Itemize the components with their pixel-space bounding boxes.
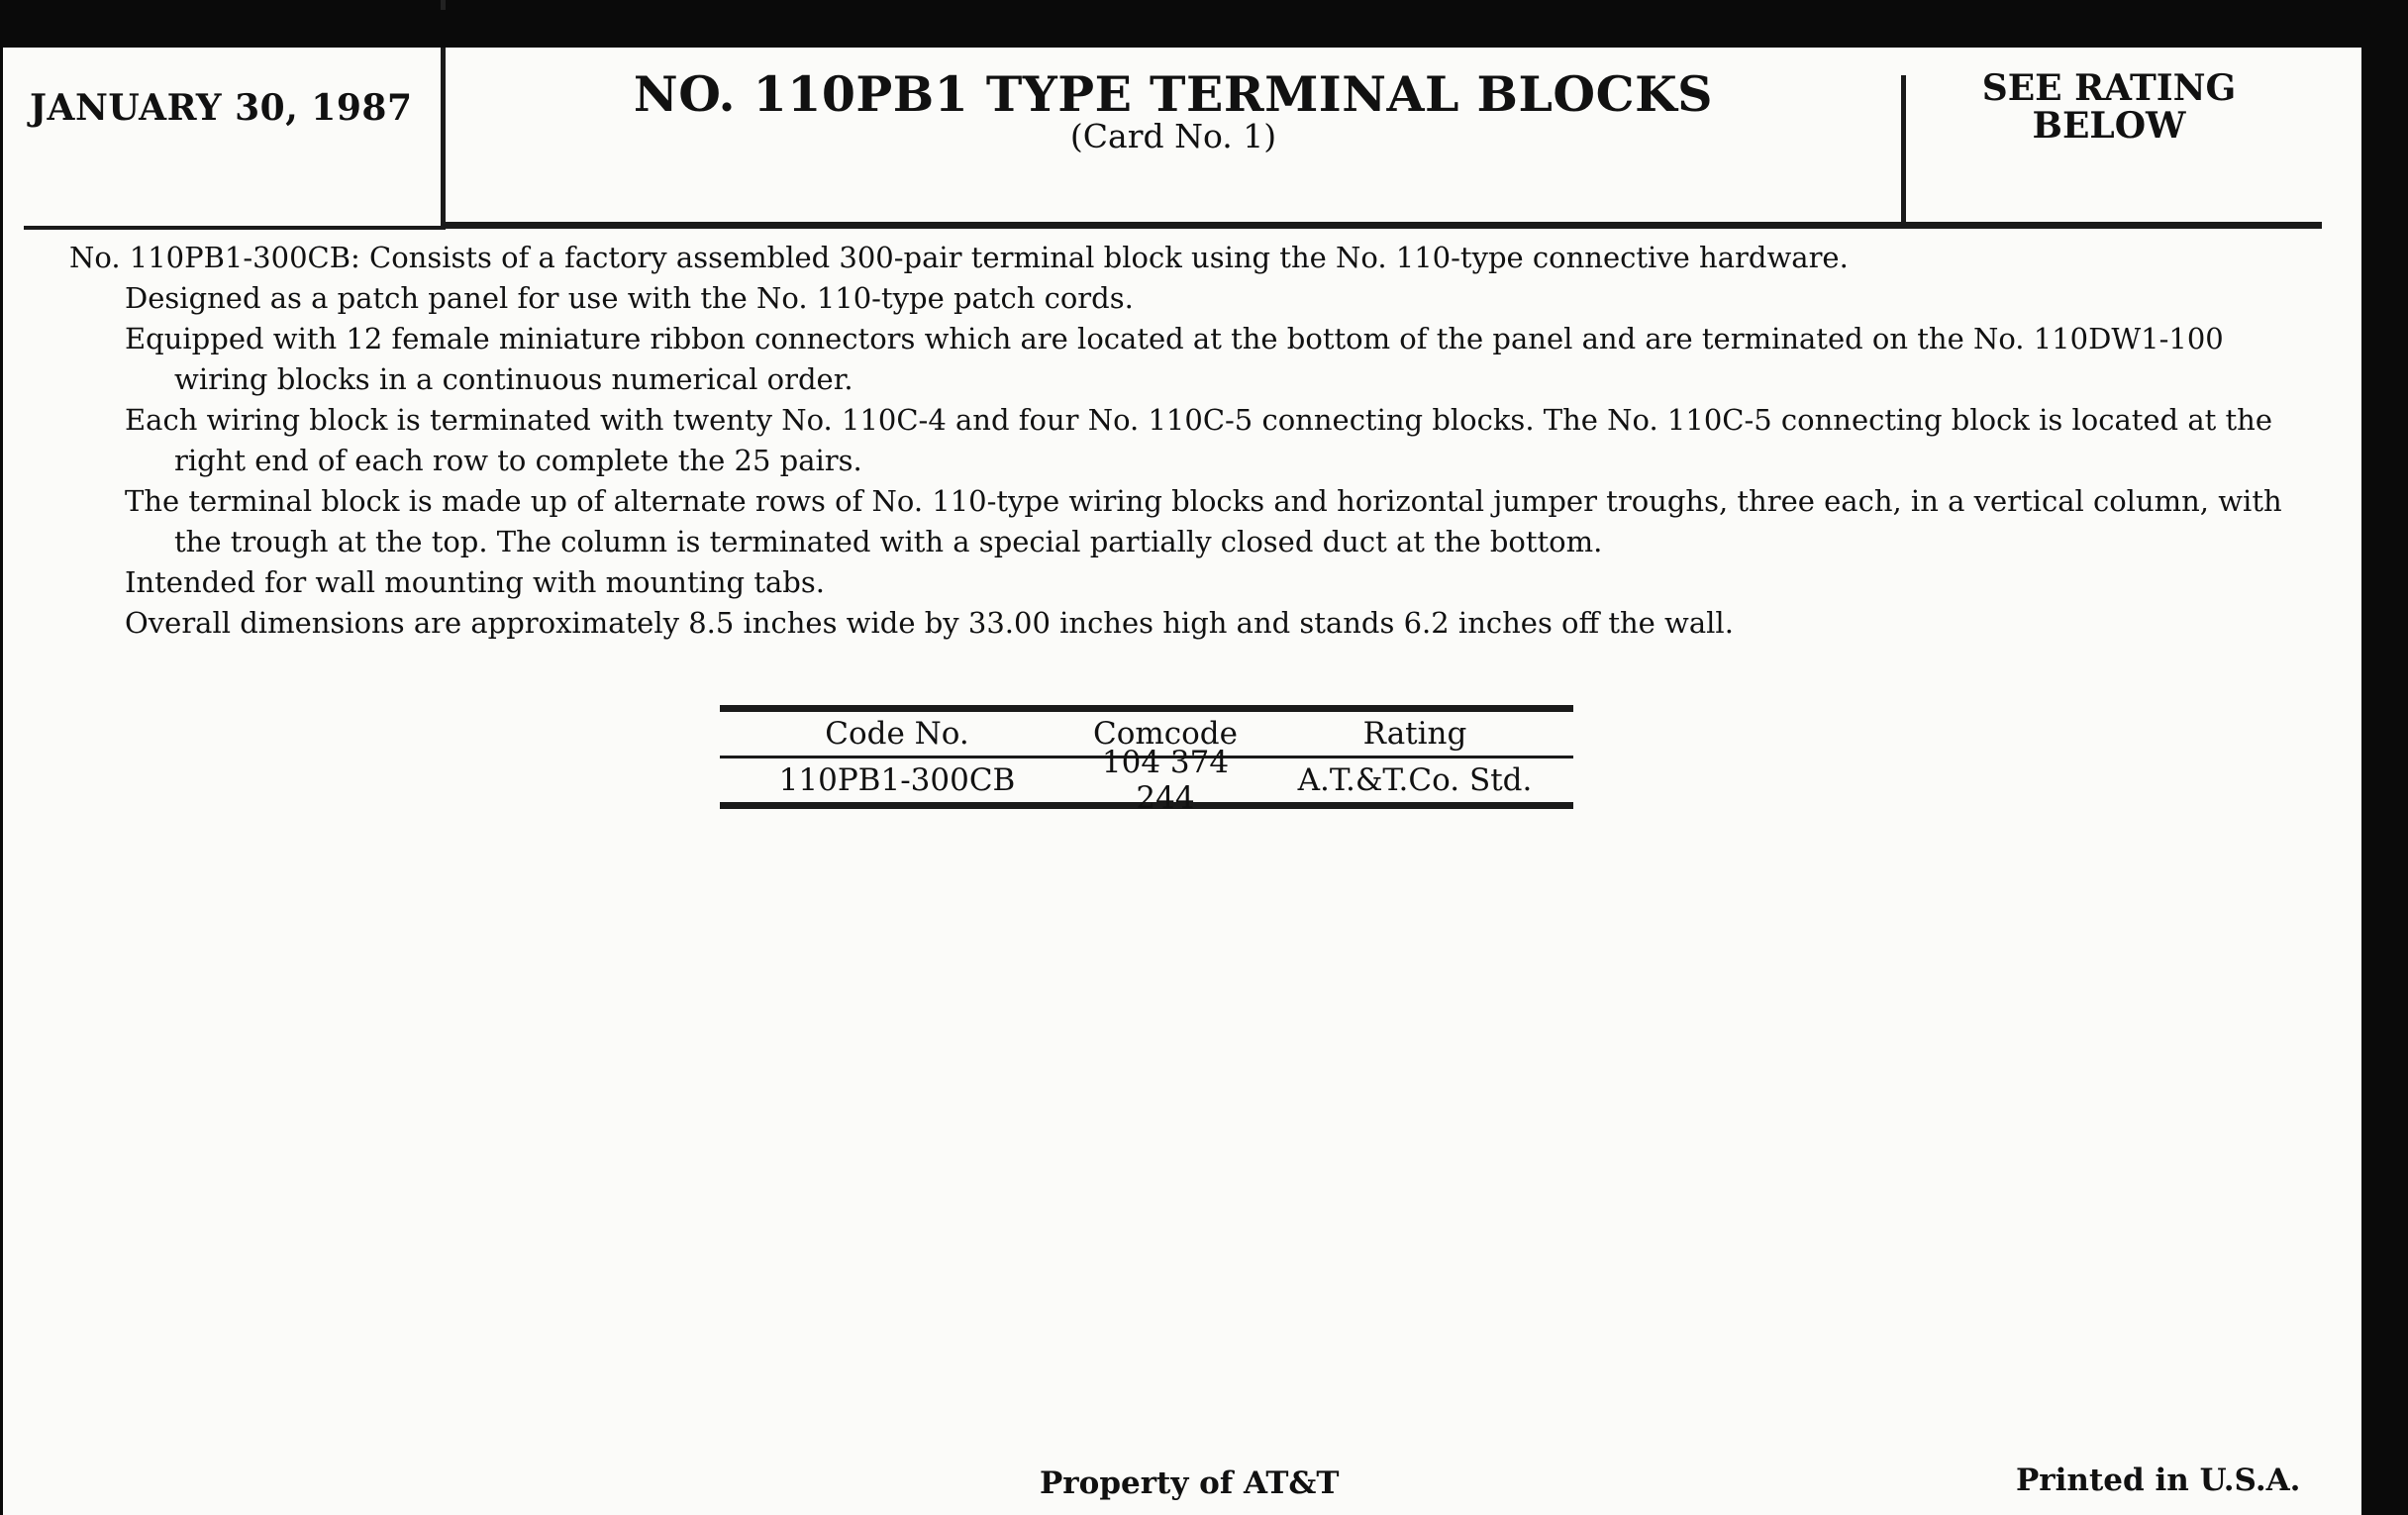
header-divider-right bbox=[1901, 75, 1906, 226]
description-paragraph: Each wiring block is terminated with twenty No. 110C-4 and four No. 110C-5 connecting blocks. The No. 110C-5 connecting block is located at the right end of each row to complete the 25 pairs. bbox=[125, 403, 2272, 477]
rating-notice-line1: SEE RATING bbox=[1981, 67, 2237, 109]
top-tick-mark bbox=[441, 0, 446, 10]
description-body bbox=[69, 238, 2287, 644]
description-paragraph: No. 110PB1-300CB: Consists of a factory assembled 300-pair terminal block using the No. 110-type connective hardware. bbox=[69, 241, 1849, 274]
card-subtitle: (Card No. 1) bbox=[1069, 117, 1277, 155]
column-header-code: Code No. bbox=[825, 716, 969, 752]
description-paragraph: Intended for wall mounting with mounting tabs. bbox=[125, 565, 825, 599]
table-top-rule bbox=[720, 705, 1573, 712]
description-paragraph: Designed as a patch panel for use with the No. 110-type patch cords. bbox=[125, 281, 1134, 315]
description-paragraph: Equipped with 12 female miniature ribbon connectors which are located at the bottom of the panel and are terminated on the No. 110DW1-100 wiring blocks in a continuous numerical order. bbox=[125, 322, 2224, 396]
rating-notice bbox=[1911, 69, 2307, 145]
description-paragraph: The terminal block is made up of alternate rows of No. 110-type wiring blocks and horizontal jumper troughs, three each, in a vertical column, with the trough at the top. The column is terminated with a special partially closed duct at the bottom. bbox=[125, 484, 2282, 558]
card-date: JANUARY 30, 1987 bbox=[30, 87, 413, 129]
scan-border-right bbox=[2361, 48, 2408, 1515]
header-rule-left bbox=[24, 226, 446, 230]
description-paragraph: Overall dimensions are approximately 8.5 inches wide by 33.00 inches high and stands 6.2 inches off the wall. bbox=[125, 606, 1734, 640]
card-title: NO. 110PB1 TYPE TERMINAL BLOCKS bbox=[633, 65, 1714, 123]
rating-notice-line2: BELOW bbox=[2032, 105, 2186, 147]
property-notice: Property of AT&T bbox=[1040, 1465, 1340, 1501]
table-row bbox=[720, 745, 1573, 816]
header-rule-main bbox=[441, 222, 2322, 229]
column-header-rating: Rating bbox=[1362, 716, 1467, 752]
printed-notice: Printed in U.S.A. bbox=[2016, 1463, 2301, 1498]
column-header-comcode: Comcode bbox=[1093, 716, 1238, 752]
rating-table bbox=[720, 705, 1573, 816]
cell-code: 110PB1-300CB bbox=[778, 762, 1016, 798]
cell-comcode: 104 374 244 bbox=[1101, 745, 1230, 816]
cell-rating: A.T.&T.Co. Std. bbox=[1297, 762, 1533, 798]
